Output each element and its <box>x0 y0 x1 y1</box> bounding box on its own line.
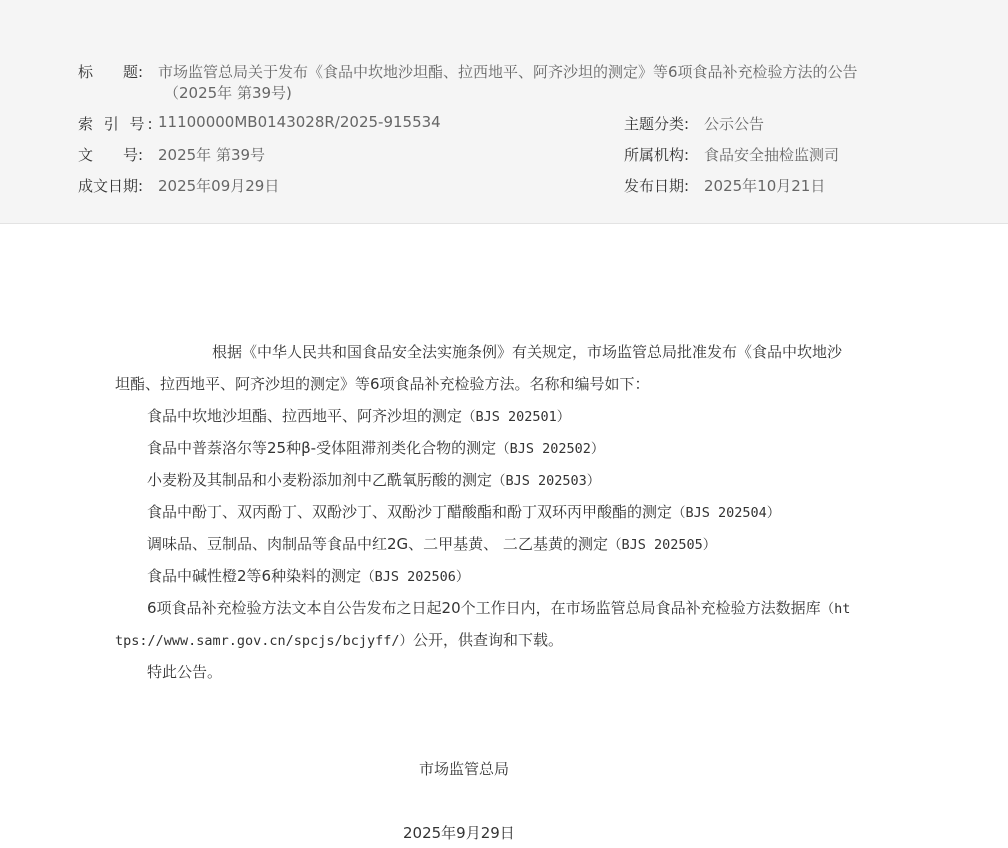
org-label: 所属机构: <box>624 146 690 164</box>
closing-text: 特此公告。 <box>147 663 223 681</box>
index-value: 11100000MB0143028R/2025-915534 <box>158 113 441 131</box>
index-label: 索 引 号: <box>78 115 156 133</box>
org-value: 食品安全抽检监测司 <box>704 146 840 164</box>
database-url-text: tps://www.samr.gov.cn/spcjs/bcjyff/） <box>115 633 413 649</box>
title-value: 市场监管总局关于发布《食品中坎地沙坦酯、拉西地平、阿齐沙坦的测定》等6项食品补充检验方法的公告 <box>158 63 858 81</box>
method-item: 食品中酚丁、双丙酚丁、双酚沙丁、双酚沙丁醋酸酯和酚丁双环丙甲酸酯的测定（BJS 202504） <box>147 503 781 521</box>
published-date-value: 2025年10月21日 <box>704 177 826 195</box>
method-item: 小麦粉及其制品和小麦粉添加剂中乙酰氧肟酸的测定（BJS 202503） <box>147 471 601 489</box>
topic-label: 主题分类: <box>624 115 690 133</box>
intro-paragraph-line2: 坦酯、拉西地平、阿齐沙坦的测定》等6项食品补充检验方法。名称和编号如下： <box>115 375 650 393</box>
method-item: 食品中碱性橙2等6种染料的测定（BJS 202506） <box>147 567 470 585</box>
topic-value: 公示公告 <box>704 115 765 133</box>
document-metadata-panel <box>0 0 1008 224</box>
title-label: 标 题: <box>78 63 144 81</box>
title-value-line2: （2025年 第39号) <box>164 84 292 102</box>
created-date-value: 2025年09月29日 <box>158 177 280 195</box>
published-date-label: 发布日期: <box>624 177 690 195</box>
method-item: 调味品、豆制品、肉制品等食品中红2G、二甲基黄、 二乙基黄的测定（BJS 202505） <box>147 535 717 553</box>
docno-label: 文 号: <box>78 146 144 164</box>
created-date-label: 成文日期: <box>78 177 144 195</box>
docno-value: 2025年 第39号 <box>158 146 266 164</box>
method-item: 食品中坎地沙坦酯、拉西地平、阿齐沙坦的测定（BJS 202501） <box>147 407 571 425</box>
note-paragraph-line2: tps://www.samr.gov.cn/spcjs/bcjyff/）公开，供查询和下载。 <box>115 631 563 649</box>
note-paragraph-line1: 6项食品补充检验方法文本自公告发布之日起20个工作日内，在市场监管总局食品补充检验方法数据库（ht <box>147 599 851 617</box>
signature-date: 2025年9月29日 <box>403 824 515 842</box>
signature-agency: 市场监管总局 <box>419 760 510 778</box>
method-item: 食品中普萘洛尔等25种β-受体阻滞剂类化合物的测定（BJS 202502） <box>147 439 605 457</box>
intro-paragraph-line1: 根据《中华人民共和国食品安全法实施条例》有关规定，市场监管总局批准发布《食品中坎地沙 <box>212 343 843 361</box>
